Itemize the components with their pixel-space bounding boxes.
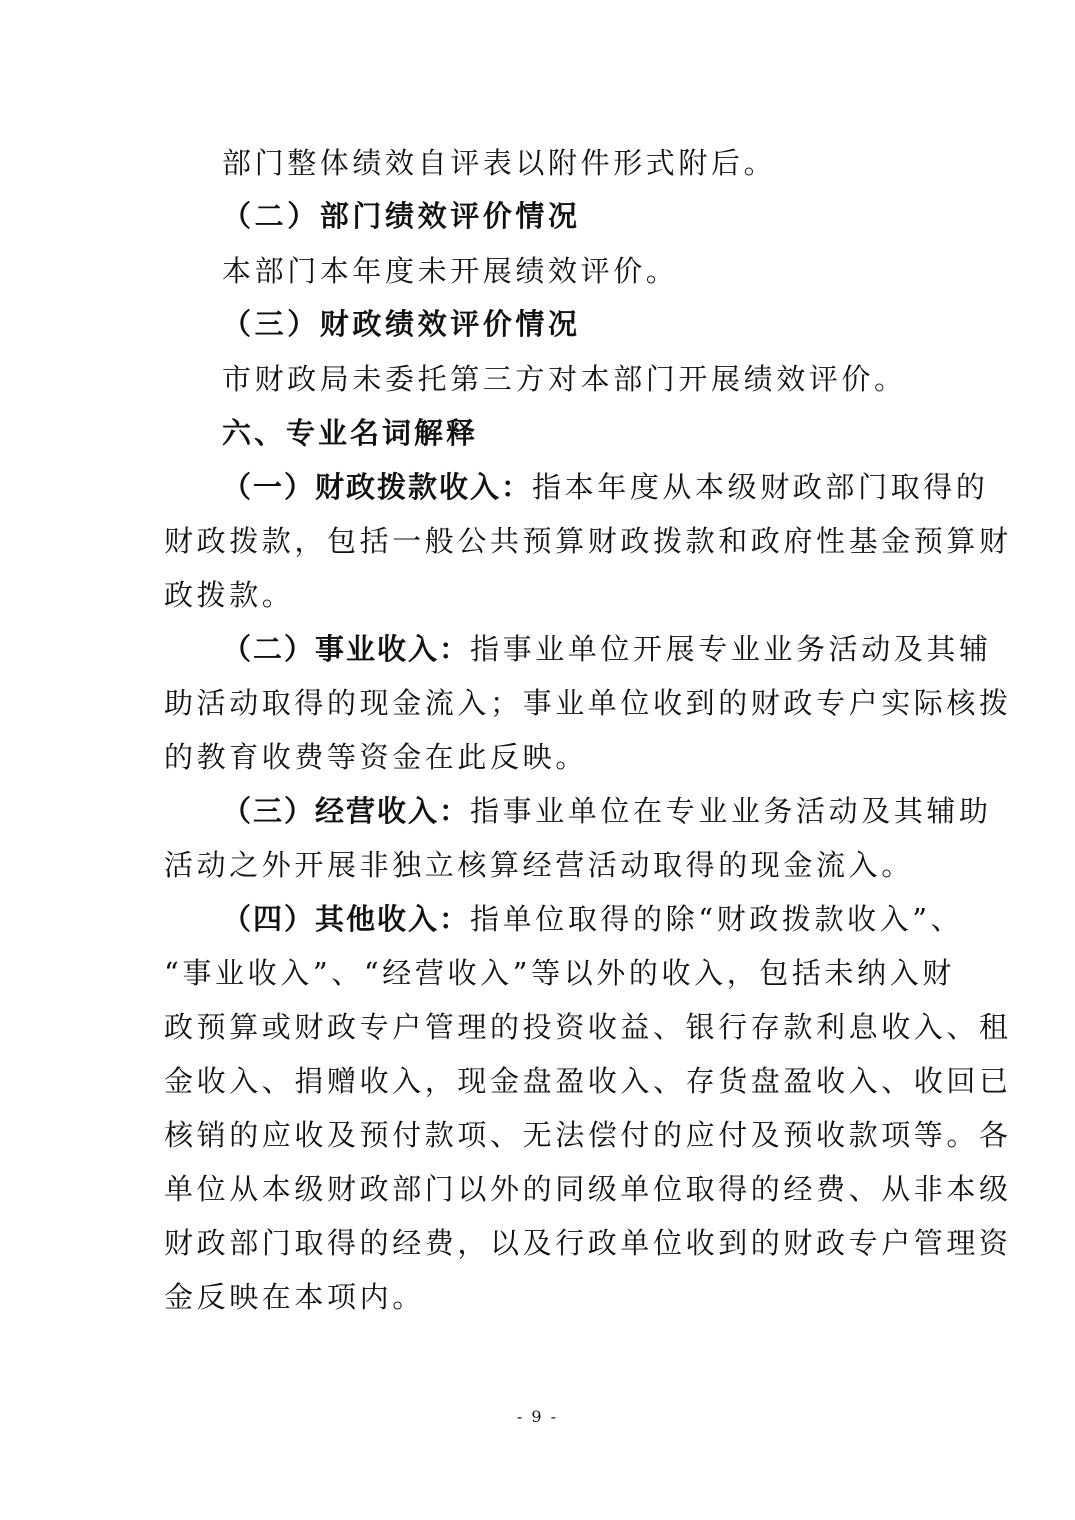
- definition-fiscal-appropriation-line-1: [222, 467, 1022, 507]
- definition-text: 指本年度从本级财政部门取得的: [532, 470, 989, 504]
- definition-fiscal-appropriation-line-3: 政拨款。: [164, 578, 295, 612]
- definition-other-revenue-line-1: [222, 899, 1022, 939]
- page-number: - 9 -: [516, 1407, 559, 1426]
- definition-other-revenue-line-5: 核销的应收及预付款项、无法偿付的应付及预收款项等。各: [164, 1118, 1012, 1152]
- definition-other-revenue-line-2: “事业收入”、“经营收入”等以外的收入，包括未纳入财: [164, 956, 955, 990]
- term-other-revenue: （四）其他收入：: [222, 902, 471, 936]
- subheading-finance-evaluation: （三）财政绩效评价情况: [222, 307, 581, 341]
- definition-institutional-revenue-line-1: [222, 629, 1022, 669]
- definition-text: 指事业单位在专业业务活动及其辅助: [470, 794, 992, 828]
- term-fiscal-appropriation: （一）财政拨款收入：: [222, 470, 533, 504]
- definition-operating-revenue-line-1: [222, 791, 1022, 831]
- definition-fiscal-appropriation-line-2: 财政拨款，包括一般公共预算财政拨款和政府性基金预算财: [164, 524, 1012, 558]
- definition-other-revenue-line-7: 财政部门取得的经费，以及行政单位收到的财政专户管理资: [164, 1226, 1012, 1260]
- definition-institutional-revenue-line-3: 的教育收费等资金在此反映。: [164, 740, 588, 774]
- definition-other-revenue-line-4: 金收入、捐赠收入，现金盘盈收入、存货盘盈收入、收回已: [164, 1064, 1012, 1098]
- subheading-department-evaluation: （二）部门绩效评价情况: [222, 199, 581, 233]
- paragraph-no-third-party: 市财政局未委托第三方对本部门开展绩效评价。: [222, 362, 907, 396]
- definition-operating-revenue-line-2: 活动之外开展非独立核算经营活动取得的现金流入。: [164, 848, 914, 882]
- definition-other-revenue-line-6: 单位从本级财政部门以外的同级单位取得的经费、从非本级: [164, 1172, 1012, 1206]
- term-institutional-revenue: （二）事业收入：: [222, 632, 471, 666]
- section-heading-terminology: 六、专业名词解释: [222, 416, 479, 450]
- definition-other-revenue-line-3: 政预算或财政专户管理的投资收益、银行存款利息收入、租: [164, 1010, 1012, 1044]
- definition-text: 指事业单位开展专业业务活动及其辅: [470, 632, 992, 666]
- paragraph-no-evaluation: 本部门本年度未开展绩效评价。: [222, 254, 679, 288]
- paragraph-attachment-note: 部门整体绩效自评表以附件形式附后。: [222, 146, 777, 180]
- definition-text: 指单位取得的除“财政拨款收入”、: [470, 902, 964, 936]
- definition-institutional-revenue-line-2: 助活动取得的现金流入；事业单位收到的财政专户实际核拨: [164, 686, 1012, 720]
- definition-other-revenue-line-8: 金反映在本项内。: [164, 1280, 425, 1314]
- term-operating-revenue: （三）经营收入：: [222, 794, 471, 828]
